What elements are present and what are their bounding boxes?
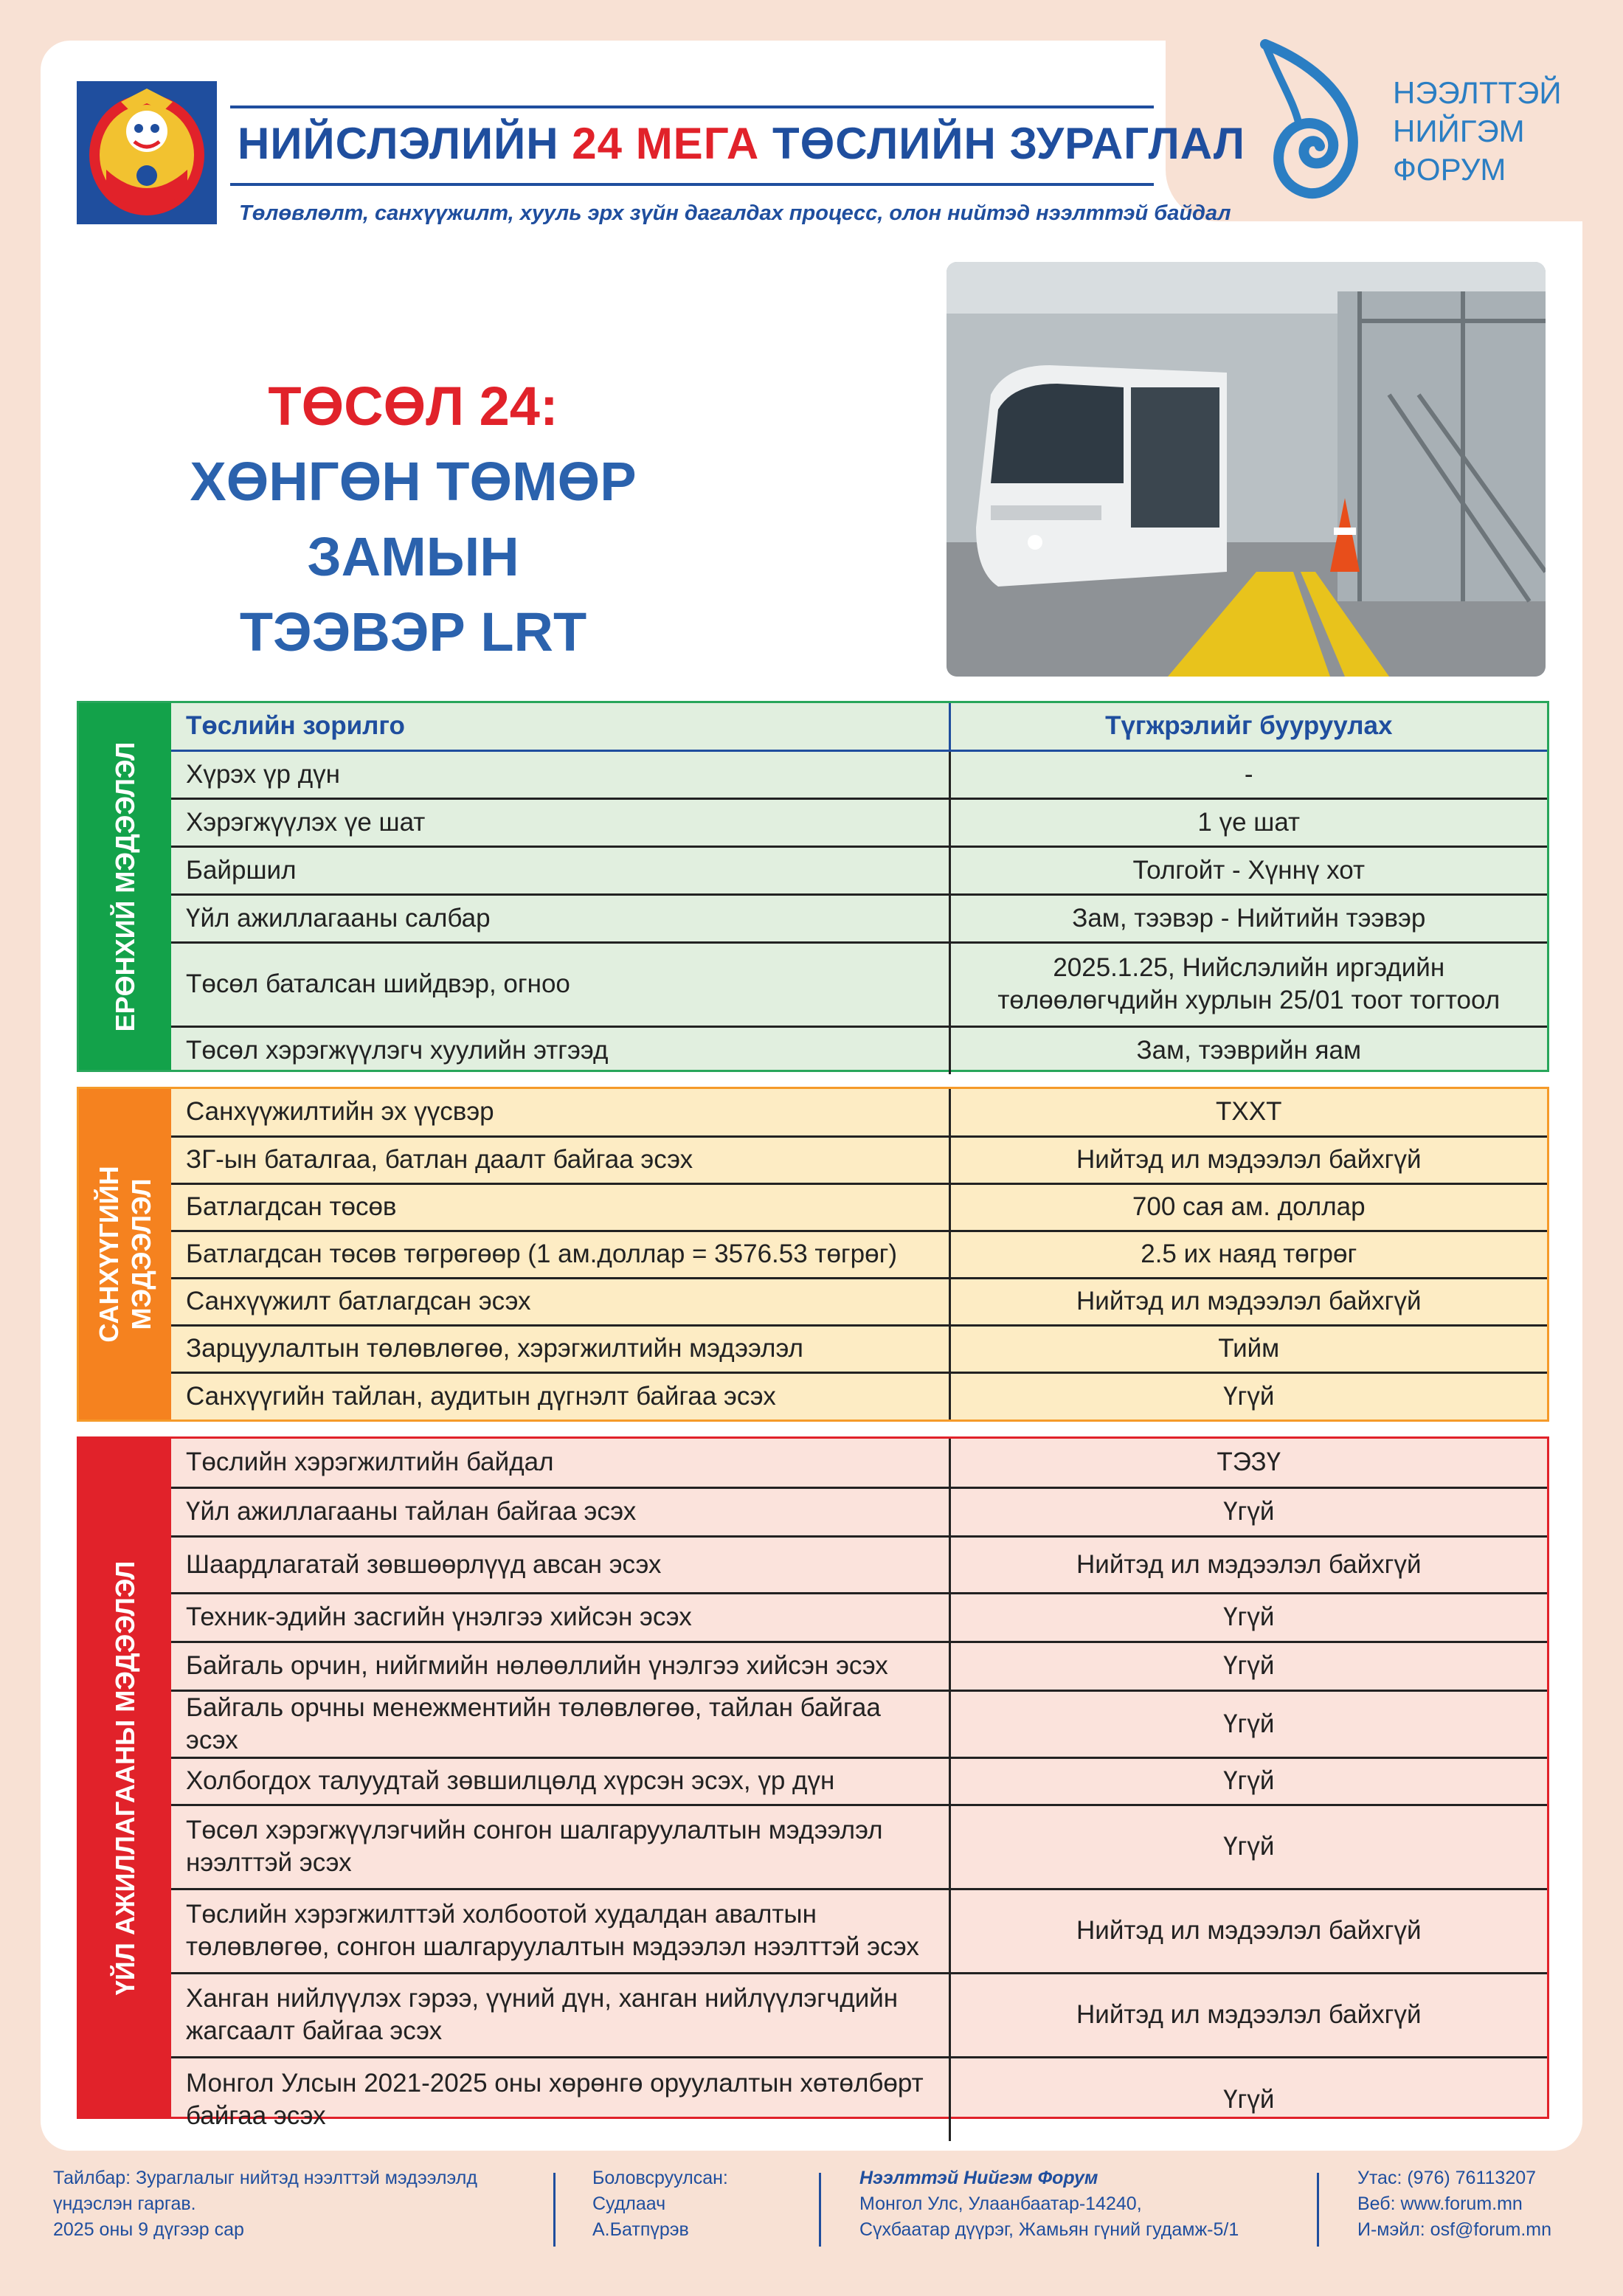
finance-info-side-label <box>79 1089 171 1420</box>
general-info-side-label <box>79 703 171 1070</box>
footer-org-name: Нээлттэй Нийгэм Форум <box>859 2168 1098 2188</box>
operations-info-table <box>171 1439 1547 2141</box>
row-label: Хэрэгжүүлэх үе шат <box>171 798 949 846</box>
footer-note-line-2: үндэслэн гаргав. <box>53 2193 196 2214</box>
table-row <box>171 1805 1547 1889</box>
forum-logo-icon <box>1258 37 1368 199</box>
emblem-graphic <box>77 81 217 224</box>
table-row <box>171 1690 1547 1757</box>
row-label: Зарцуулалтын төлөвлөгөө, хэрэгжилтийн мэдээлэл <box>171 1325 949 1372</box>
row-value: Түгжрэлийг бууруулах <box>949 703 1547 750</box>
row-label: Монгол Улсын 2021-2025 оны хөрөнгө оруулалтын хөтөлбөрт байгаа эсэх <box>171 2057 949 2141</box>
finance-side-line-1: САНХҮҮГИЙН <box>93 1166 124 1343</box>
row-label: Төслийн хэрэгжилттэй холбоотой худалдан авалтын төлөвлөгөө, сонгон шалгаруулалтын мэдээлэл нээлттэй эсэх <box>171 1889 949 1973</box>
footer-web-link[interactable]: Веб: www.forum.mn <box>1357 2193 1523 2214</box>
row-value: Үгүй <box>949 1805 1547 1889</box>
row-value: Нийтэд ил мэдээлэл байхгүй <box>949 1136 1547 1183</box>
title-highlight: 24 МЕГА <box>572 119 760 168</box>
table-row <box>171 1439 1547 1487</box>
row-label: Санхүүгийн тайлан, аудитын дүгнэлт байгаа эсэх <box>171 1372 949 1420</box>
forum-name-line-2: НИЙГЭМ <box>1393 114 1525 148</box>
table-row <box>171 846 1547 894</box>
table-row <box>171 1372 1547 1420</box>
row-label: Төслийн зорилго <box>171 703 949 750</box>
row-value: Зам, тээвэр - Нийтийн тээвэр <box>949 894 1547 942</box>
row-value: Зам, тээврийн яам <box>949 1026 1547 1074</box>
forum-name-line-1: НЭЭЛТТЭЙ <box>1393 75 1562 110</box>
page-title <box>238 118 1245 169</box>
finance-info-side-text <box>93 1166 158 1342</box>
table-row <box>171 1231 1547 1278</box>
row-value: Үгүй <box>949 1593 1547 1642</box>
general-info-table <box>171 703 1547 1074</box>
operations-info-side-label <box>79 1439 171 2117</box>
table-row <box>171 1136 1547 1183</box>
finance-info-section <box>77 1087 1549 1422</box>
row-value: Үгүй <box>949 1487 1547 1536</box>
row-value: 1 үе шат <box>949 798 1547 846</box>
row-value: - <box>949 750 1547 798</box>
row-label: Төсөл хэрэгжүүлэгчийн сонгон шалгаруулалтын мэдээлэл нээлттэй эсэх <box>171 1805 949 1889</box>
row-value: Нийтэд ил мэдээлэл байхгүй <box>949 1889 1547 1973</box>
page-subtitle: Төлөвлөлт, санхүүжилт, хууль эрх зүйн дагалдах процесс, олон нийтэд нээлттэй байдал <box>239 201 1231 225</box>
footer-note-line-1: Тайлбар: Зураглалыг нийтэд нээлттэй мэдээлэлд <box>53 2168 477 2188</box>
footer-email-link[interactable]: И-мэйл: osf@forum.mn <box>1357 2219 1551 2240</box>
forum-name-line-3: ФОРУМ <box>1393 152 1506 187</box>
row-label: Үйл ажиллагааны салбар <box>171 894 949 942</box>
row-value: ТЭЗҮ <box>949 1439 1547 1487</box>
row-label: ЗГ-ын баталгаа, батлан даалт байгаа эсэх <box>171 1136 949 1183</box>
row-value: 2.5 их наяд төгрөг <box>949 1231 1547 1278</box>
row-label: Батлагдсан төсөв төгрөгөөр (1 ам.доллар = 3576.53 төгрөг) <box>171 1231 949 1278</box>
footer-prepared-name: А.Батпүрэв <box>592 2219 689 2240</box>
operations-info-side-text: ҮЙЛ АЖИЛЛАГААНЫ МЭДЭЭЛЭЛ <box>109 1560 140 1995</box>
row-label: Батлагдсан төсөв <box>171 1183 949 1231</box>
row-label: Санхүүжилтийн эх үүсвэр <box>171 1089 949 1136</box>
footer-org-address-2: Сүхбаатар дүүрэг, Жамьян гүний гудамж-5/1 <box>859 2219 1239 2240</box>
row-label: Байршил <box>171 846 949 894</box>
general-info-side-text: ЕРӨНХИЙ МЭДЭЭЛЭЛ <box>109 741 140 1031</box>
footer-note <box>53 2165 477 2243</box>
table-row <box>171 2057 1547 2141</box>
row-label: Холбогдох талуудтай зөвшилцөлд хүрсэн эсэх, үр дүн <box>171 1757 949 1805</box>
row-value: 700 сая ам. доллар <box>949 1183 1547 1231</box>
row-value: Үгүй <box>949 1757 1547 1805</box>
project-name-line-2: ТЭЭВЭР LRT <box>239 601 587 663</box>
footer-prepared <box>592 2165 728 2243</box>
footer-divider <box>819 2173 821 2247</box>
row-label: Төслийн хэрэгжилтийн байдал <box>171 1439 949 1487</box>
operations-info-section <box>77 1436 1549 2130</box>
row-label: Төсөл баталсан шийдвэр, огноо <box>171 942 949 1026</box>
project-name-line-1: ХӨНГӨН ТӨМӨР ЗАМЫН <box>190 451 637 587</box>
row-value: Тийм <box>949 1325 1547 1372</box>
ulaanbaatar-emblem <box>77 81 217 224</box>
row-label: Хүрэх үр дүн <box>171 750 949 798</box>
title-part-2: ТӨСЛИЙН ЗУРАГЛАЛ <box>772 119 1245 168</box>
table-row <box>171 1487 1547 1536</box>
footer-prepared-role: Судлаач <box>592 2193 666 2214</box>
row-label: Төсөл хэрэгжүүлэгч хуулийн этгээд <box>171 1026 949 1074</box>
table-row <box>171 750 1547 798</box>
project-title <box>103 369 723 670</box>
table-row <box>171 942 1547 1026</box>
row-value: Үгүй <box>949 1372 1547 1420</box>
footer-prepared-label: Боловсруулсан: <box>592 2168 728 2188</box>
forum-name <box>1393 74 1562 189</box>
row-value: Нийтэд ил мэдээлэл байхгүй <box>949 1536 1547 1593</box>
table-row <box>171 1642 1547 1690</box>
row-label: Санхүүжилт батлагдсан эсэх <box>171 1278 949 1325</box>
header-top-rule <box>230 106 1154 108</box>
row-value: Нийтэд ил мэдээлэл байхгүй <box>949 1278 1547 1325</box>
footer-contacts <box>1357 2165 1551 2243</box>
row-label: Техник-эдийн засгийн үнэлгээ хийсэн эсэх <box>171 1593 949 1642</box>
row-value: Үгүй <box>949 1642 1547 1690</box>
table-row <box>171 1089 1547 1136</box>
row-label: Байгаль орчны менежментийн төлөвлөгөө, тайлан байгаа эсэх <box>171 1690 949 1757</box>
footer-organization <box>859 2165 1239 2243</box>
table-row <box>171 1757 1547 1805</box>
row-label: Шаардлагатай зөвшөөрлүүд авсан эсэх <box>171 1536 949 1593</box>
footer-divider <box>1317 2173 1319 2247</box>
table-row <box>171 1889 1547 1973</box>
finance-info-table <box>171 1089 1547 1420</box>
lrt-train-photo <box>947 262 1546 677</box>
footer-divider <box>553 2173 556 2247</box>
project-number: ТӨСӨЛ 24: <box>268 376 558 437</box>
general-info-section <box>77 701 1549 1072</box>
footer-org-address-1: Монгол Улс, Улаанбаатар-14240, <box>859 2193 1142 2214</box>
header-bottom-rule <box>230 183 1154 186</box>
footer-phone: Утас: (976) 76113207 <box>1357 2168 1537 2188</box>
row-value: ТХХТ <box>949 1089 1547 1136</box>
row-value: Үгүй <box>949 1690 1547 1757</box>
table-row <box>171 1536 1547 1593</box>
table-row <box>171 894 1547 942</box>
row-label: Үйл ажиллагааны тайлан байгаа эсэх <box>171 1487 949 1536</box>
row-label: Байгаль орчин, нийгмийн нөлөөллийн үнэлгээ хийсэн эсэх <box>171 1642 949 1690</box>
row-value: 2025.1.25, Нийслэлийн иргэдийн төлөөлөгчдийн хурлын 25/01 тоот тогтоол <box>949 942 1547 1026</box>
table-row <box>171 703 1547 750</box>
row-value: Нийтэд ил мэдээлэл байхгүй <box>949 1973 1547 2057</box>
table-row <box>171 1026 1547 1074</box>
table-row <box>171 1325 1547 1372</box>
row-value: Толгойт - Хүннү хот <box>949 846 1547 894</box>
table-row <box>171 1278 1547 1325</box>
table-row <box>171 1183 1547 1231</box>
table-row <box>171 1593 1547 1642</box>
table-row <box>171 798 1547 846</box>
title-part-1: НИЙСЛЭЛИЙН <box>238 119 559 168</box>
table-row <box>171 1973 1547 2057</box>
footer-note-line-3: 2025 оны 9 дүгээр сар <box>53 2219 244 2240</box>
finance-side-line-2: МЭДЭЭЛЭЛ <box>125 1178 156 1330</box>
row-value: Үгүй <box>949 2057 1547 2141</box>
row-label: Ханган нийлүүлэх гэрээ, үүний дүн, ханган нийлүүлэгчдийн жагсаалт байгаа эсэх <box>171 1973 949 2057</box>
